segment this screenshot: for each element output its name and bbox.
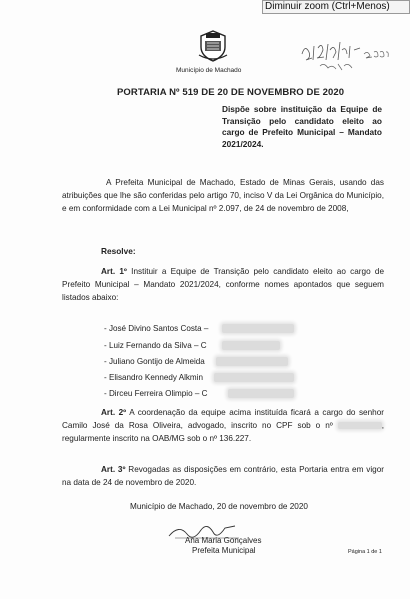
article-3-text: Revogadas as disposições em contrário, esta Portaria entra em vigor na data de 24 de novembro de 2020. bbox=[62, 465, 384, 487]
redacted-block bbox=[222, 341, 280, 350]
document-title: PORTARIA Nº 519 DE 20 DE NOVEMBRO DE 2020 bbox=[117, 87, 345, 98]
zoom-out-tooltip: Diminuir zoom (Ctrl+Menos) bbox=[262, 0, 410, 14]
handwritten-note bbox=[300, 36, 390, 76]
member-item: - Juliano Gontijo de Almeida bbox=[104, 357, 205, 366]
article-3-label: Art. 3º bbox=[101, 465, 126, 474]
member-item: - Luiz Fernando da Silva – C bbox=[104, 341, 207, 350]
signatory-role: Prefeita Municipal bbox=[192, 546, 256, 555]
member-item: - José Divino Santos Costa – bbox=[104, 324, 209, 333]
dateline: Município de Machado, 20 de novembro de 2020 bbox=[130, 502, 308, 511]
redacted-block bbox=[216, 357, 288, 366]
article-2-text-b: , regularmente inscrito na OAB/MG sob o nº 136.227. bbox=[62, 420, 384, 443]
article-2 bbox=[62, 407, 384, 445]
signatory-name: Ana Maria Gonçalves bbox=[185, 536, 262, 545]
municipal-crest-icon bbox=[196, 29, 230, 63]
article-1-label: Art. 1º bbox=[101, 267, 127, 276]
article-2-label: Art. 2º bbox=[101, 408, 127, 417]
article-1-text: Instituir a Equipe de Transição pelo candidato eleito ao cargo de Prefeito Municipal – Mandato 2021/2024, conforme nomes apontados que seguem listados abaixo: bbox=[62, 267, 385, 302]
redacted-block bbox=[222, 324, 294, 333]
member-item: - Elisandro Kennedy Alkmin bbox=[104, 373, 203, 382]
article-1 bbox=[62, 266, 384, 304]
document-summary: Dispõe sobre instituição da Equipe de Transição pelo candidato eleito ao cargo de Prefeito Municipal – Mandato 2021/2024. bbox=[222, 104, 382, 149]
preamble-paragraph: A Prefeita Municipal de Machado, Estado de Minas Gerais, usando das atribuições que lhe são conferidas pelo artigo 70, inciso V da Lei Orgânica do Município, e em conformidade com a Lei Municipal nº 2.097, de 24 de novembro de 2008, bbox=[62, 178, 384, 213]
resolve-heading: Resolve: bbox=[101, 246, 136, 256]
redacted-cpf bbox=[338, 422, 382, 429]
article-3 bbox=[62, 464, 384, 490]
article-2-text-a: A coordenação da equipe acima instituída ficará a cargo do senhor Camilo José da Rosa Oliveira, advogado, inscrito no CPF sob o nº bbox=[62, 408, 384, 430]
page-number: Página 1 de 1 bbox=[348, 549, 382, 555]
member-item: - Dirceu Ferreira Olimpio – C bbox=[104, 389, 208, 398]
municipality-name: Município de Machado bbox=[176, 67, 242, 74]
redacted-block bbox=[214, 373, 294, 382]
redacted-block bbox=[228, 389, 294, 398]
